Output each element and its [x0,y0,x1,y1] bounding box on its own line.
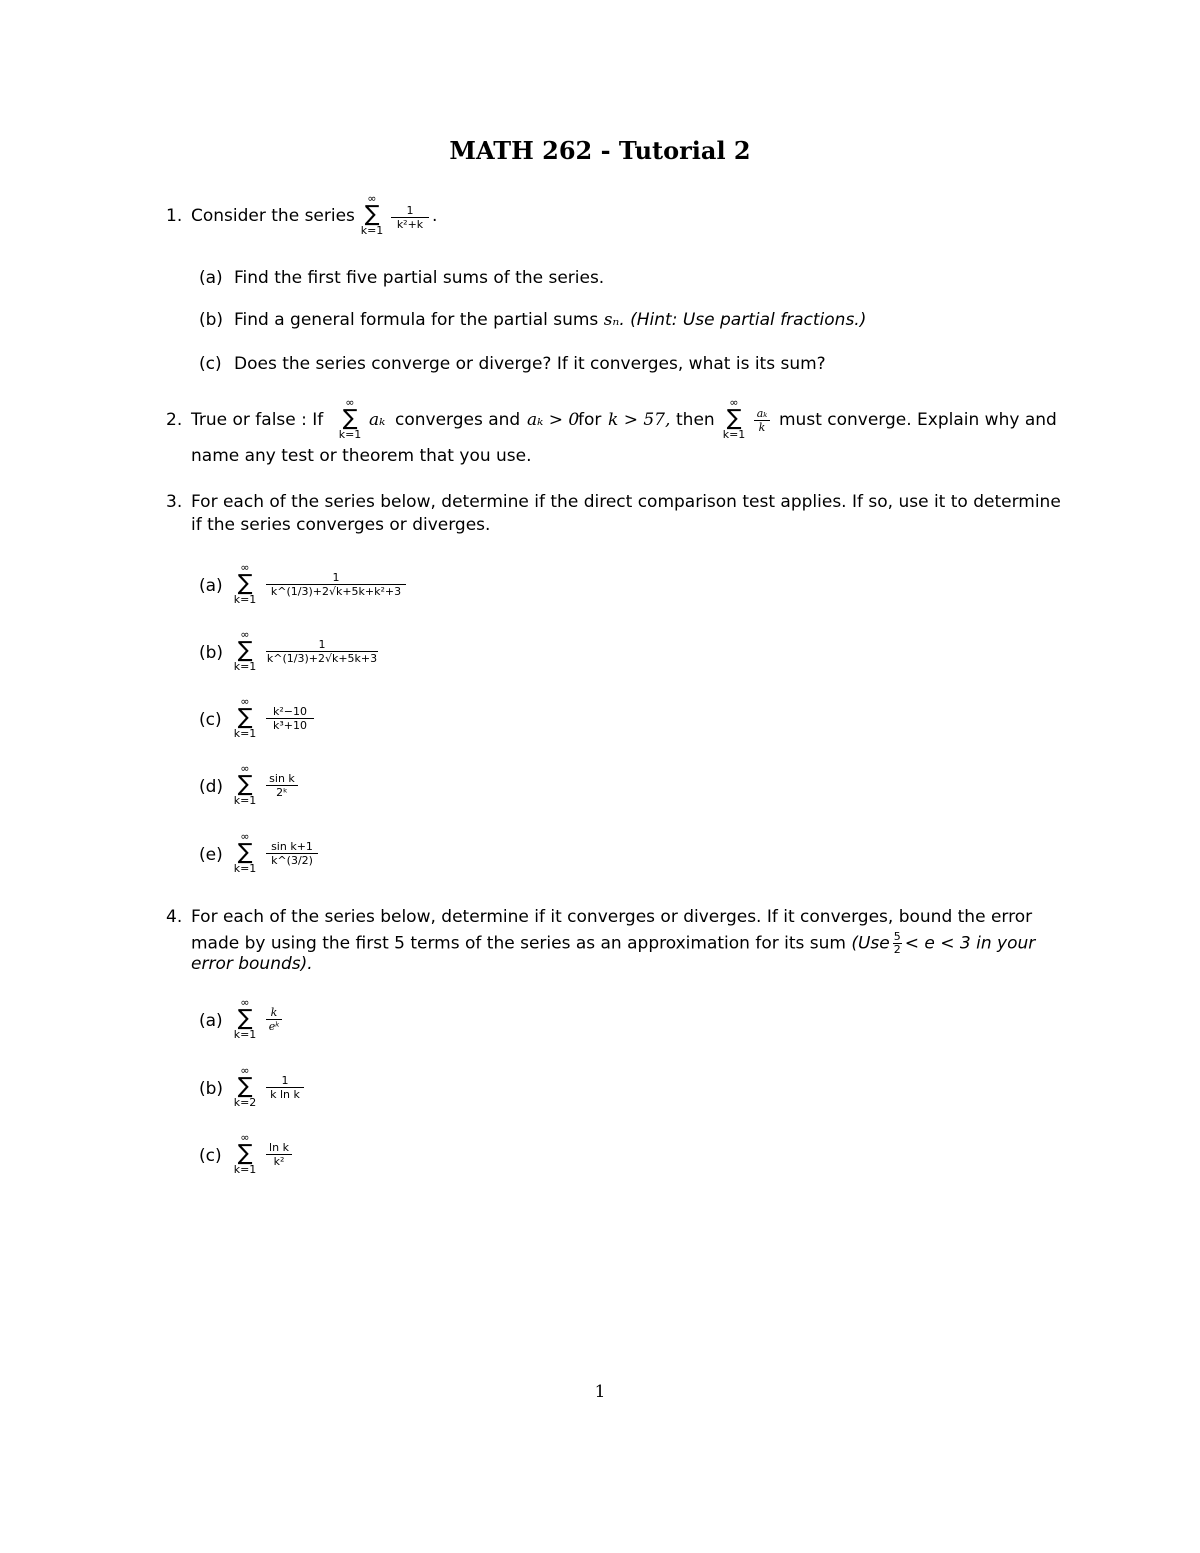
question-text: For each of the series below, determine if the direct comparison test applies. If so, use it to determine [191,492,1061,512]
numerator: k²−10 [273,705,307,718]
question-text: For each of the series below, determine if it converges or diverges. If it converges, bound the error [191,907,1033,927]
part-text: Does the series converge or diverge? If it converges, what is its sum? [234,354,826,374]
denominator: k ln k [270,1088,300,1101]
sum-lower: k=1 [360,224,384,237]
part-label: (b) [199,310,224,330]
sigma-icon: ∑ [237,638,253,663]
part-label: (a) [199,576,223,596]
page-number: 1 [594,1382,606,1402]
part-label: (b) [199,1079,224,1099]
numerator: sin k [269,772,295,785]
part-text [234,310,866,330]
numerator: sin k+1 [271,840,313,853]
sum-upper: ∞ [240,695,250,708]
hint-text: < e < 3 in your [904,933,1036,954]
fraction [391,204,429,231]
summation [228,629,262,673]
summation [228,1065,262,1109]
sum-lower: k=1 [722,428,746,441]
question-text: then [676,410,715,430]
sigma-icon: ∑ [237,705,253,730]
sum-upper: ∞ [240,1131,250,1144]
variable: k > 57, [608,410,671,430]
part-label: (e) [199,845,223,865]
question-text-line2: name any test or theorem that you use. [191,446,532,466]
sum-upper: ∞ [345,396,355,409]
denominator: 2 [893,943,901,956]
sigma-icon: ∑ [237,840,253,865]
variable: aₖ > 0 [527,410,580,430]
fraction [266,1074,304,1101]
sigma-icon: ∑ [237,571,253,596]
part-label: (c) [199,354,222,374]
sum-lower: k=1 [338,428,362,441]
fraction [893,931,902,956]
part-label: (a) [199,268,223,288]
denominator: k^(1/3)+2√k+5k+k²+3 [270,585,402,598]
sum-upper: ∞ [240,1064,250,1077]
period: . [432,206,438,226]
sum-lower: k=1 [233,727,257,740]
part-label: (c) [199,1146,222,1166]
question-number: 2. [166,410,183,430]
hint-text: (Use [851,933,890,954]
summation [333,397,367,441]
summation [228,831,262,875]
sum-lower: k=1 [233,794,257,807]
summation [228,696,262,740]
sum-lower: k=1 [233,1163,257,1176]
sigma-icon: ∑ [342,406,358,431]
question-text-main: made by using the first 5 terms of the series as an approximation for its sum [191,933,846,954]
sigma-icon: ∑ [237,1006,253,1031]
summation [228,763,262,807]
question-text-line3: error bounds). [191,954,313,974]
fraction [266,840,318,867]
numerator: ln k [269,1141,289,1154]
numerator: 1 [318,638,326,651]
hint-text: . (Hint: Use partial fractions.) [619,310,867,330]
summation [717,397,751,441]
part-label: (c) [199,710,222,730]
question-number: 3. [166,492,183,512]
sum-upper: ∞ [240,628,250,641]
sum-upper: ∞ [240,762,250,775]
fraction [266,638,378,665]
numerator: 5 [893,930,901,943]
sigma-icon: ∑ [237,1074,253,1099]
numerator: k [270,1006,278,1019]
question-number: 1. [166,206,183,226]
fraction [266,1141,292,1168]
sum-lower: k=1 [233,593,257,606]
part-label: (d) [199,777,224,797]
sum-upper: ∞ [367,192,377,205]
sigma-icon: ∑ [237,772,253,797]
fraction [266,1006,282,1033]
page-title: MATH 262 - Tutorial 2 [449,136,751,165]
summation [228,1132,262,1176]
sum-lower: k=1 [233,862,257,875]
question-text-line2 [191,931,1035,956]
numerator: 1 [406,204,414,217]
question-text: must converge. Explain why and [779,410,1057,430]
denominator: k³+10 [273,719,307,732]
question-text: True or false : If [191,410,324,430]
denominator: k²+k [396,218,424,231]
fraction [754,407,770,434]
denominator: k^(1/3)+2√k+5k+3 [266,652,378,665]
sigma-icon: ∑ [726,406,742,431]
numerator: 1 [332,571,340,584]
denominator: k^(3/2) [271,854,313,867]
summation [228,997,262,1041]
summation [355,193,389,237]
part-label: (b) [199,643,224,663]
denominator: 2ᵏ [276,786,288,799]
question-text: converges and [395,410,521,430]
sigma-icon: ∑ [364,202,380,227]
variable: sₙ [603,310,620,330]
sum-lower: k=2 [233,1096,257,1109]
question-text: Consider the series [191,206,355,226]
denominator: k [758,421,766,434]
fraction [266,772,298,799]
sum-upper: ∞ [240,830,250,843]
part-label: (a) [199,1011,223,1031]
question-number: 4. [166,907,183,927]
summation [228,562,262,606]
numerator: 1 [281,1074,289,1087]
part-text: Find the first five partial sums of the series. [234,268,605,288]
denominator: eᵏ [268,1020,280,1033]
numerator: aₖ [756,407,768,420]
denominator: k² [273,1155,285,1168]
part-text-main: Find a general formula for the partial sums [234,310,599,330]
sum-upper: ∞ [729,396,739,409]
sum-lower: k=1 [233,660,257,673]
fraction [266,571,406,598]
sum-upper: ∞ [240,561,250,574]
sigma-icon: ∑ [237,1141,253,1166]
question-text: for [578,410,602,430]
sum-lower: k=1 [233,1028,257,1041]
sum-upper: ∞ [240,996,250,1009]
question-text-line2: if the series converges or diverges. [191,515,491,535]
fraction [266,705,314,732]
variable: aₖ [369,410,386,430]
